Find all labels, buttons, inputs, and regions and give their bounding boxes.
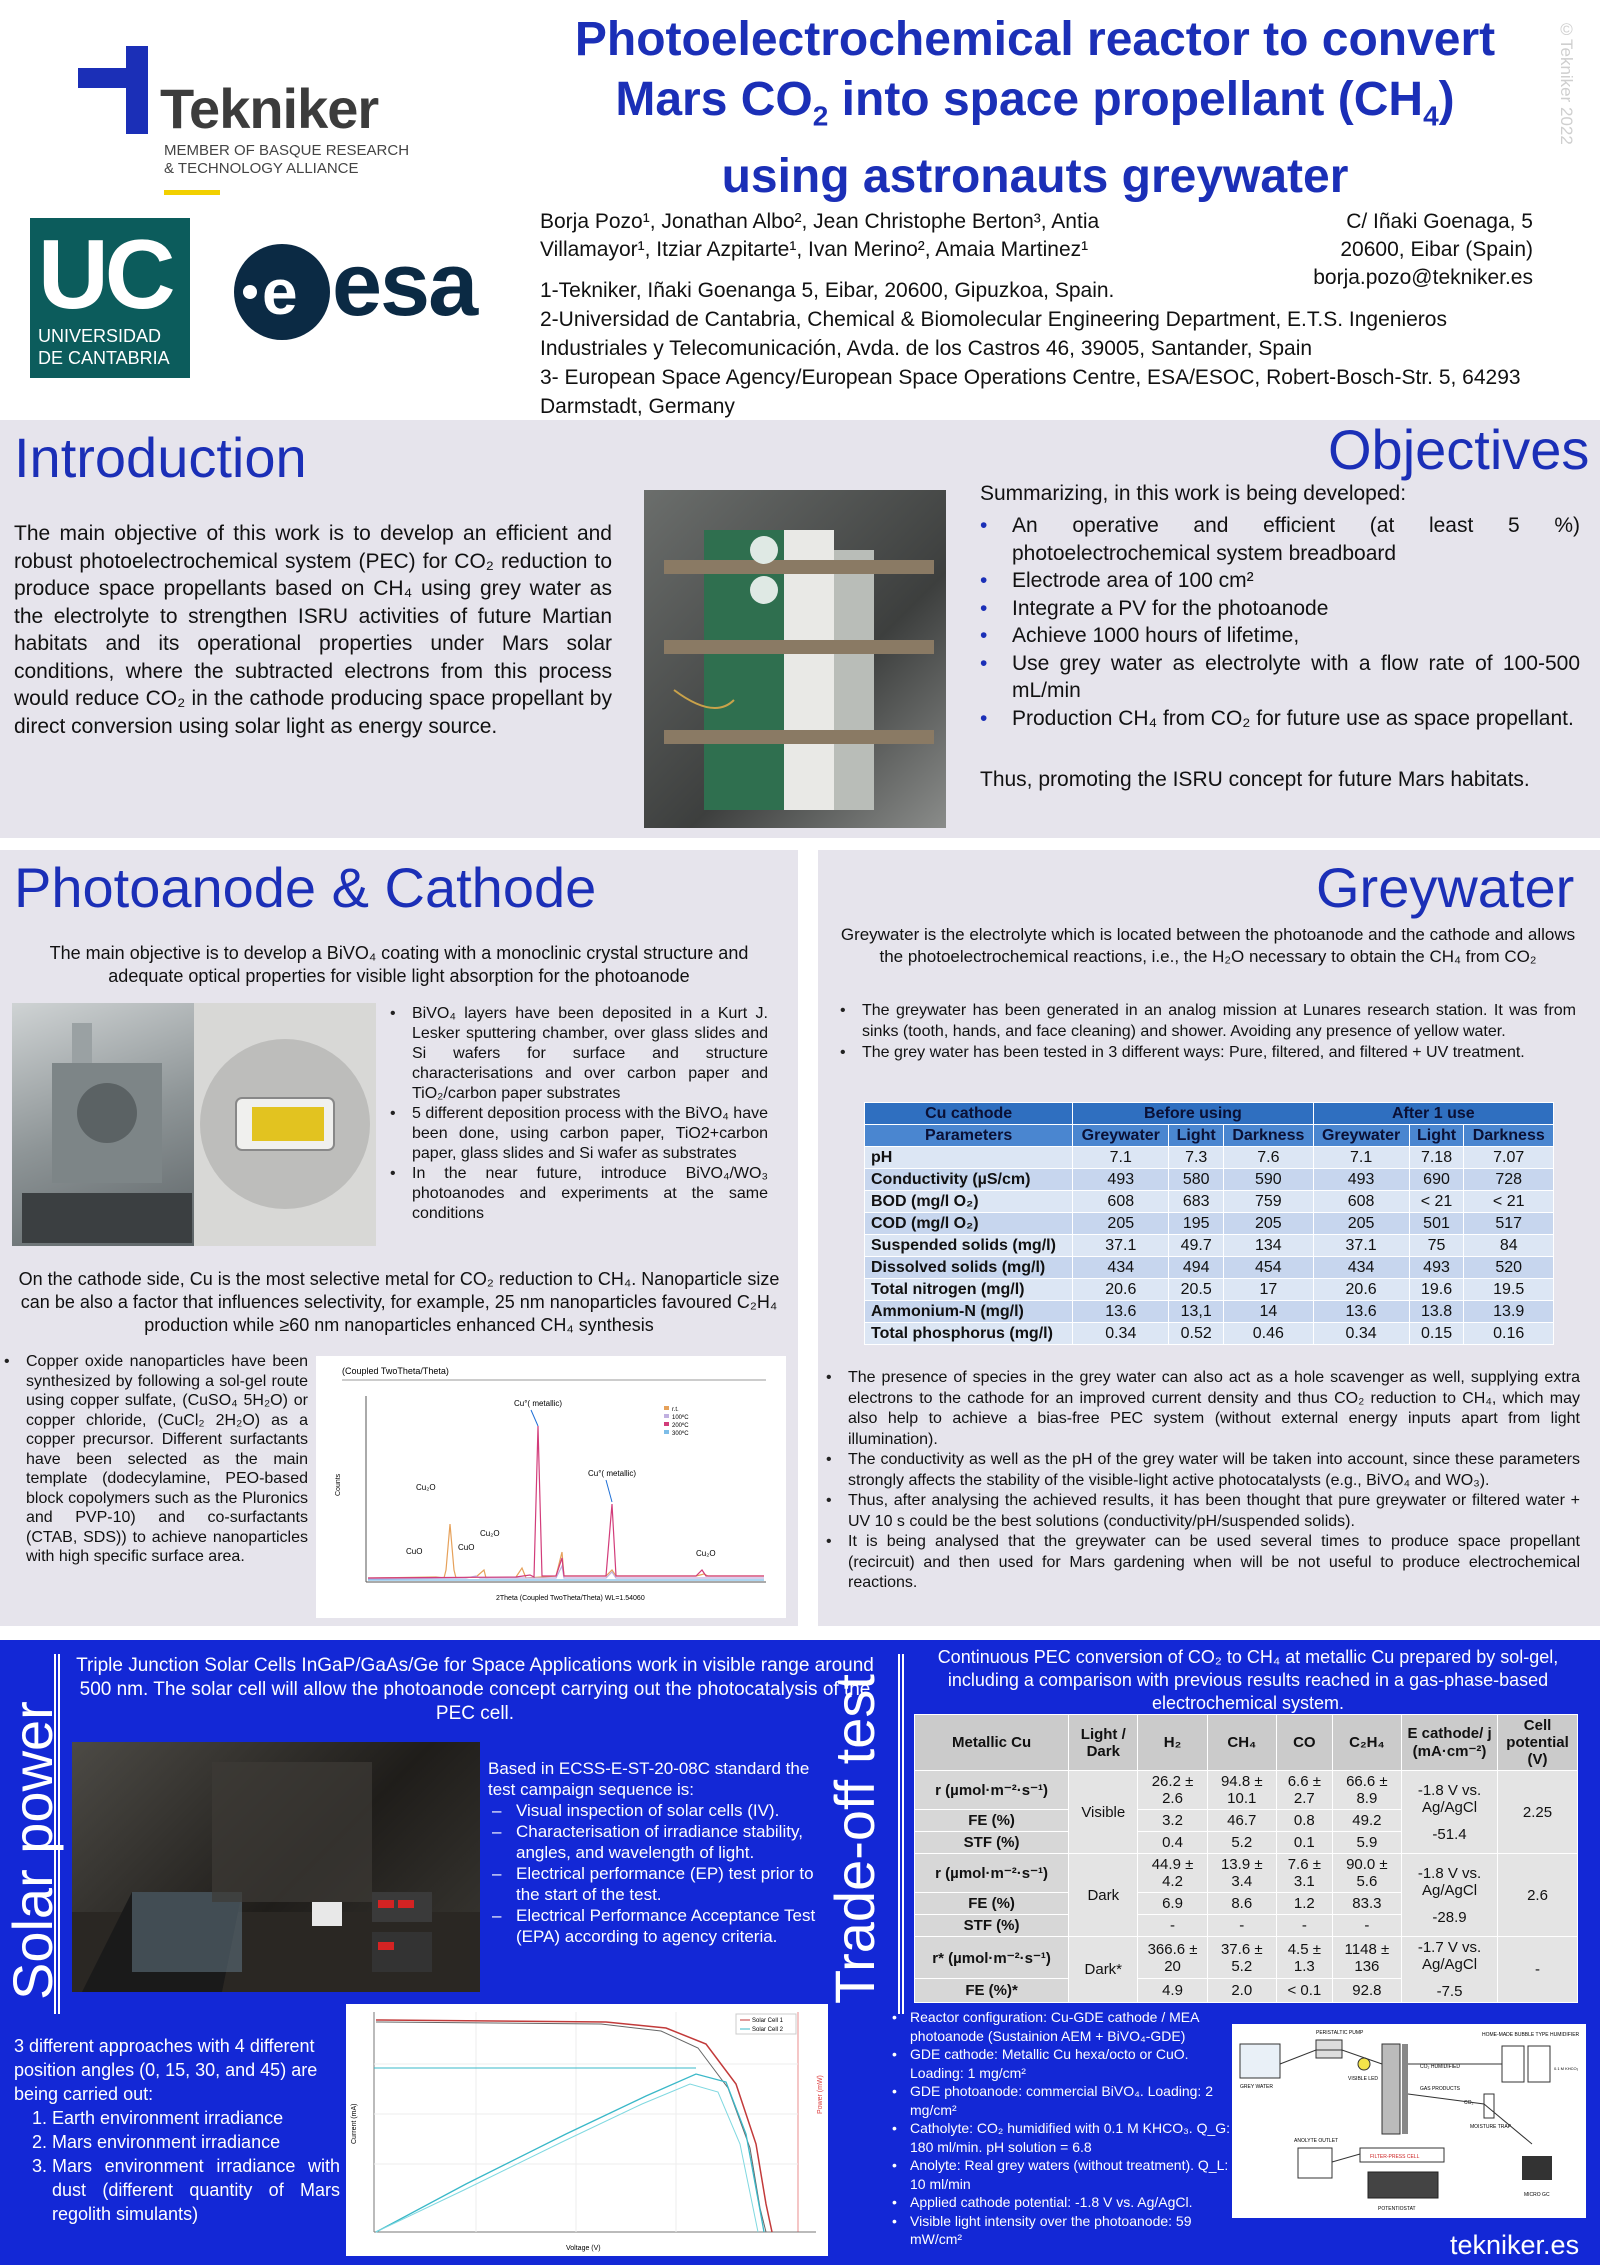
photoanode-bullet: • In the near future, introduce BiVO₄/WO₃ photoanodes and experiments at the same conditions: [390, 1164, 768, 1224]
objective-item: • An operative and efficient (at least 5 %) photoelectrochemical system breadboard: [980, 512, 1580, 567]
greywater-bullet: • Thus, after analysing the achieved results, it has been thought that pure greywater or filtered water + UV 10 s could be the best solutions (conductivity/pH/suspended solids).: [826, 1491, 1580, 1532]
contact: C/ Iñaki Goenaga, 5 20600, Eibar (Spain) borja.pozo@tekniker.es: [1313, 210, 1533, 289]
sputtering-chamber-illustration: [12, 1003, 194, 1246]
affiliations: 1-Tekniker, Iñaki Goenanga 5, Eibar, 20600, Gipuzkoa, Spain. 2-Universidad de Cantabria, Chemical & Biomolecular Engineering Department, E.T.S. Ingenieros Industriales y Telecomunicación, Avda. de los Castros 46, 39005, Santander, Spain 3- European Space Agency/European Space Operations Centre, ESA/ESOC, Robert-Bosch-Str. 5, 64293 Darmstadt, Germany: [540, 279, 1521, 418]
diagram-greywater-label: GREY WATER: [1240, 2084, 1273, 2090]
tradeoff-heading: Trade-off test: [823, 1674, 886, 2004]
tekniker-accent-bar: [164, 190, 220, 195]
greywater-bullet: • The presence of species in the grey water can also act as a hole scavenger as well, supplying extra electrons to the cathode for an improved current density and thus CO₂ reduction to CH₄, which may also help to achieve a bias-free PEC system (without external energy inputs apart from light illumination).: [826, 1368, 1580, 1450]
photoanode-bullet: • BiVO₄ layers have been deposited in a Kurt J. Lesker sputtering chamber, over glass slides and Si wafers for surface and structure characterisations and over carbon paper and TiO₂/carbon paper substrates: [390, 1004, 768, 1104]
tradeoff-row: STF (%) 0.4 5.2 0.1 5.9: [915, 1832, 1578, 1854]
tradeoff-divider: [898, 1654, 904, 2014]
diagram-pot-label: POTENTIOSTAT: [1378, 2206, 1416, 2212]
iv-xlabel: Voltage (V): [566, 2245, 601, 2252]
diagram-gas-label: GAS PRODUCTS: [1420, 2086, 1461, 2092]
diagram-bubble-label: HOME-MADE BUBBLE TYPE HUMIDIFIER: [1482, 2032, 1580, 2038]
solar-standard-item: – Electrical performance (EP) test prior to the start of the test.: [488, 1863, 820, 1905]
substrate-disc-illustration: [194, 1003, 376, 1246]
authors: Borja Pozo¹, Jonathan Albo², Jean Christophe Berton³, Antia Villamayor¹, Itziar Azpitarte¹, Ivan Merino², Amaia Martinez¹: [540, 210, 1100, 261]
tradeoff-bullet: • Reactor configuration: Cu-GDE cathode / MEA photoanode (Sustainion AEM + BiVO₄-GDE): [892, 2008, 1232, 2045]
solar-standard-item: – Visual inspection of solar cells (IV).: [488, 1800, 820, 1821]
objective-item: • Integrate a PV for the photoanode: [980, 595, 1580, 623]
sputtering-photo: [12, 1003, 194, 1246]
solar-approach-item: 1. Earth environment irradiance: [52, 2106, 340, 2130]
solar-approaches: [14, 2034, 340, 2226]
tradeoff-row: r* (µmol·m⁻²·s⁻¹) Dark* 366.6 ± 20 37.6 ± 5.2 4.5 ± 1.3 1148 ± 136 -1.7 V vs. Ag/AgCl -7.5 -: [915, 1937, 1578, 1979]
diagram-led-label: VISIBLE LED: [1348, 2076, 1379, 2082]
xrd-title: (Coupled TwoTheta/Theta): [342, 1366, 449, 1376]
diagram-pump-label: PERISTALTIC PUMP: [1316, 2030, 1364, 2036]
greywater-bullets-bottom: [826, 1368, 1580, 1594]
title-line-2: Mars $CO_2$ into space propellant $(CH_4)$: [615, 73, 1455, 132]
reactor-photo: [644, 490, 946, 828]
gw-row: Total nitrogen (mg/l) 20.6 20.5 17 20.6 19.6 19.5: [865, 1279, 1554, 1301]
iv-y2label: Power (mW): [817, 2075, 824, 2114]
diagram-co2-label: CO₂: [1464, 2100, 1474, 2106]
copper-bullet: • Copper oxide nanoparticles have been synthesized by following a sol-gel route using copper sulfate, (CuSO₄ 5H₂O) or copper chloride, (CuCl₂ 2H₂O) as a copper precursor. Different surfactants have been selected as the main template (dodecylamine, PEO-based block copolymers such as the Pluronics and PVP-10) and co-surfactants (CTAB, SDS)) to achieve nanoparticles with high specific surface area.: [4, 1352, 308, 1567]
solar-approach-item: 2. Mars environment irradiance: [52, 2130, 340, 2154]
diagram-moisture-label: MOISTURE TRAP: [1470, 2124, 1512, 2130]
poster-title: [520, 10, 1550, 207]
greywater-table: Cu cathode Before using After 1 use Parameters Greywater Light Darkness Greywater Light Darkness pH 7.1 7.3 7.6 7.1 7.18 7.07 Conductivity (µS/cm) 493 580 590 493 690 728 BOD (mg/l O₂) 608 683 759 608 < 21 < 21 COD (mg/l O₂) 205 195 205 205 501 517 Suspended solids (mg/l) 37.1 49.7 134 37.1 75 84 Dissolved solids (mg/l) 434 494 454 434 493 520 Total nitrogen (mg/l) 20.6 20.5 17 20.6 19.6 19.5 Ammonium-N (mg/l) 13.6 13,1 14 13.6 13.8 13.9 Total phosphorus (mg/l) 0.34 0.52 0.46 0.34 0.15 0.16: [864, 1102, 1554, 1345]
tradeoff-table: Metallic Cu Light / Dark H₂ CH₄ CO C₂H₄ E cathode/ j (mA·cm⁻²) Cell potential (V) r (µmol·m⁻²·s⁻¹) Visible 26.2 ± 2.6 94.8 ± 10.1 6.6 ± 2.7 66.6 ± 8.9 -1.8 V vs. Ag/AgCl -51.4 2.25 FE (%) 3.2 46.7 0.8 49.2 STF (%) 0.4 5.2 0.1 5.9 r (µmol·m⁻²·s⁻¹) Dark 44.9 ± 4.2 13.9 ± 3.4 7.6 ± 3.1 90.0 ± 5.6 -1.8 V vs. Ag/AgCl -28.9 2.6 FE (%) 6.9 8.6 1.2 83.3 STF (%) - - - - r* (µmol·m⁻²·s⁻¹) Dark* 366.6 ± 20 37.6 ± 5.2 4.5 ± 1.3 1148 ± 136 -1.7 V vs. Ag/AgCl -7.5 - FE (%)* 4.9 2.0 < 0.1 92.8: [914, 1714, 1578, 2003]
tradeoff-bullet: • GDE photoanode: commercial BiVO₄. Loading: 2 mg/cm²: [892, 2082, 1232, 2119]
uc-logo: [30, 218, 190, 378]
gw-row: Total phosphorus (mg/l) 0.34 0.52 0.46 0.34 0.15 0.16: [865, 1323, 1554, 1345]
copper-bullets: [4, 1352, 308, 1567]
diagram-khco3-label: 0.1 M KHCO₃: [1554, 2066, 1579, 2071]
setup-diagram: [1232, 2024, 1586, 2218]
solar-standard-item: – Characterisation of irradiance stability, angles, and wavelength of light.: [488, 1821, 820, 1863]
solar-standard-list: [488, 1800, 820, 1947]
greywater-bullets-top: [840, 1000, 1576, 1063]
objective-item: • Achieve 1000 hours of lifetime,: [980, 622, 1580, 650]
greywater-lead: Greywater is the electrolyte which is located between the photoanode and the cathode and allows the photoelectrochemical reactions, i.e., the H₂O necessary to obtain the CH₄ from CO₂: [840, 925, 1576, 966]
diagram-filter-label: FILTER-PRESS CELL: [1370, 2154, 1420, 2160]
solar-approach-lead: 3 different approaches with 4 different position angles (0, 15, 30, and 45) are being carried out:: [14, 2036, 318, 2104]
gw-row: BOD (mg/l O₂) 608 683 759 608 < 21 < 21: [865, 1191, 1554, 1213]
photoanode-bullet: • 5 different deposition process with the BiVO₄ have been done, using carbon paper, TiO2+carbon paper, glass slides and Si wafer as substrates: [390, 1104, 768, 1164]
title-line-1: Photoelectrochemical reactor to convert: [574, 13, 1496, 66]
iv-power-2: [376, 2084, 758, 2232]
svg-text:Solar Cell 2: Solar Cell 2: [752, 2027, 784, 2033]
iv-curve-chart: [346, 2004, 828, 2256]
tradeoff-row: FE (%) 6.9 8.6 1.2 83.3: [915, 1893, 1578, 1915]
gw-row: pH 7.1 7.3 7.6 7.1 7.18 7.07: [865, 1147, 1554, 1169]
iv-power-1: [376, 2074, 764, 2232]
gw-row: Dissolved solids (mg/l) 434 494 454 434 493 520: [865, 1257, 1554, 1279]
greywater-heading: Greywater: [1316, 856, 1575, 919]
greywater-bullet: • The conductivity as well as the pH of the grey water will be taken into account, since these parameters strongly affects the stability of the visible-light active photocatalysts (e.g., BiVO₄ and WO₃).: [826, 1450, 1580, 1491]
xrd-label-cu2o-1: Cu₂O: [416, 1483, 436, 1492]
uc-name-1: UNIVERSIDAD: [38, 326, 162, 346]
tekniker-wordmark: Tekniker: [160, 77, 379, 140]
xrd-xlabel: 2Theta (Coupled TwoTheta/Theta) WL=1.54060: [496, 1595, 645, 1602]
xrd-ylabel: Counts: [335, 1473, 342, 1496]
esa-globe-icon: [232, 242, 332, 342]
svg-text:Solar Cell 1: Solar Cell 1: [752, 2018, 784, 2024]
xrd-label-cu-metallic-1: Cu°( metallic): [514, 1399, 563, 1408]
intro-text: The main objective of this work is to develop an efficient and robust photoelectrochemical system (PEC) for CO₂ reduction to produce space propellants based on CH₄ using grey water as the electrolyte to strengthen ISRU activities of future Martian habitats and its operational properties under Mars solar conditions, where the subtracted electrons from this process would reduce CO₂ in the cathode producing space propellant by direct conversion using solar light as energy source.: [14, 522, 612, 738]
tradeoff-bullet: • Anolyte: Real grey waters (without treatment). Q_L: 10 ml/min: [892, 2156, 1232, 2193]
photoanode-lead: The main objective is to develop a BiVO₄ coating with a monoclinic crystal structure and adequate optical properties for visible light absorption for the photoanode: [49, 943, 749, 986]
xrd-legend: [664, 1406, 689, 1437]
diagram-gc-label: MICRO GC: [1524, 2192, 1550, 2198]
objective-item: • Electrode area of 100 cm²: [980, 567, 1580, 595]
gw-row: Conductivity (µS/cm) 493 580 590 493 690 728: [865, 1169, 1554, 1191]
esa-logo: [232, 235, 502, 350]
solar-lab-illustration: [72, 1742, 480, 1992]
iv-legend: [736, 2014, 796, 2034]
solar-approach-item: 3. Mars environment irradiance with dust (different quantity of Mars regolith simulants): [52, 2154, 340, 2226]
uc-name-2: DE CANTABRIA: [38, 348, 170, 368]
solar-approach-list: [14, 2106, 340, 2226]
tradeoff-bullets: [892, 2008, 1232, 2249]
intro-heading: Introduction: [14, 426, 307, 489]
esa-wordmark: esa: [332, 235, 477, 335]
solar-standard-item: – Electrical Performance Acceptance Test (EPA) according to agency criteria.: [488, 1905, 820, 1947]
photoanode-bullets: [390, 1004, 768, 1224]
tradeoff-row: FE (%)* 4.9 2.0 < 0.1 92.8: [915, 1979, 1578, 2003]
gw-head-params: Parameters: [865, 1125, 1073, 1147]
greywater-bullet: • The grey water has been tested in 3 different ways: Pure, filtered, and filtered + UV treatment.: [840, 1042, 1576, 1063]
solar-standard: [488, 1758, 820, 1947]
xrd-label-cu2o-3: Cu₂O: [696, 1549, 716, 1558]
greywater-bullet: • The greywater has been generated in an analog mission at Lunares research station. It was from sinks (tooth, hands, and face cleaning) and shower. Avoiding any presence of yellow water.: [840, 1000, 1576, 1042]
xrd-chart: [316, 1356, 786, 1618]
photoanode-heading: Photoanode & Cathode: [14, 856, 597, 919]
cathode-text: On the cathode side, Cu is the most selective metal for CO₂ reduction to CH₄. Nanoparticle size can be also a factor that influences selectivity, for example, 25 nm nanoparticles favoured C₂H₄ production while ≥60 nm nanoparticles enhanced CH₄ synthesis: [18, 1269, 780, 1335]
tradeoff-bullet: • Visible light intensity over the photoanode: 59 mW/cm²: [892, 2212, 1232, 2249]
footer-url[interactable]: tekniker.es: [1450, 2230, 1580, 2260]
solar-heading: Solar power: [1, 1701, 64, 2000]
objectives-heading: Objectives: [1328, 418, 1590, 481]
gw-head-before: Before using: [1073, 1103, 1313, 1125]
gw-body: [865, 1147, 1554, 1345]
objective-item: • Production CH₄ from CO₂ for future use as space propellant.: [980, 705, 1580, 733]
tekniker-mark-icon: [78, 46, 168, 136]
svg-text:300ºC: 300ºC: [672, 1431, 689, 1437]
tradeoff-row: r (µmol·m⁻²·s⁻¹) Dark 44.9 ± 4.2 13.9 ± 3.4 7.6 ± 3.1 90.0 ± 5.6 -1.8 V vs. Ag/AgCl -28.9 2.6: [915, 1854, 1578, 1893]
svg-text:e: e: [262, 256, 298, 328]
diagram-humid-label: CO₂ HUMIDIFIED: [1420, 2064, 1460, 2070]
substrate-photo: [194, 1003, 376, 1246]
xrd-label-cuo-1: CuO: [406, 1547, 423, 1556]
tradeoff-bullet: • GDE cathode: Metallic Cu hexa/octo or CuO. Loading: 1 mg/cm²: [892, 2045, 1232, 2082]
gw-row: Suspended solids (mg/l) 37.1 49.7 134 37.1 75 84: [865, 1235, 1554, 1257]
solar-standard-lead: Based in ECSS-E-ST-20-08C standard the test campaign sequence is:: [488, 1759, 810, 1799]
gw-head-after: After 1 use: [1313, 1103, 1553, 1125]
objectives-closing: Thus, promoting the ISRU concept for future Mars habitats.: [980, 768, 1530, 791]
objectives-lead: Summarizing, in this work is being developed:: [980, 482, 1407, 505]
solar-lead: Triple Junction Solar Cells InGaP/GaAs/Ge for Space Applications work in visible range around 500 nm. The solar cell will allow the photoanode concept carrying out the photocatalysis of the PEC cell.: [76, 1655, 874, 1724]
tekniker-tagline-1: MEMBER OF BASQUE RESEARCH: [164, 142, 410, 159]
tradeoff-lead: Continuous PEC conversion of CO₂ to CH₄ at metallic Cu prepared by sol-gel, including a comparison with previous results reached in a gas-phase-based electrochemical system.: [937, 1647, 1559, 1713]
gw-row: Ammonium-N (mg/l) 13.6 13,1 14 13.6 13.8 13.9: [865, 1301, 1554, 1323]
svg-text:100ºC: 100ºC: [672, 1415, 689, 1421]
iv-ylabel: Current (mA): [351, 2103, 358, 2144]
reactor-photo-illustration: [644, 490, 946, 828]
gw-row: COD (mg/l O₂) 205 195 205 205 501 517: [865, 1213, 1554, 1235]
solar-lab-photo: [72, 1742, 480, 1992]
tr-body: [915, 1771, 1578, 2003]
tradeoff-row: FE (%) 3.2 46.7 0.8 49.2: [915, 1810, 1578, 1832]
greywater-bullet: • It is being analysed that the greywater can be used several times to produce space propellant (recircuit) and then used for Mars gardening when will be not useful to produce electrochemical reactions.: [826, 1532, 1580, 1594]
objectives-list: [980, 512, 1580, 732]
tradeoff-bullet: • Applied cathode potential: -1.8 V vs. Ag/AgCl.: [892, 2193, 1232, 2212]
objective-item: • Use grey water as electrolyte with a flow rate of 100-500 mL/min: [980, 650, 1580, 705]
watermark: ©Tekniker 2022: [1557, 20, 1576, 145]
uc-mark: UC: [38, 219, 172, 329]
title-line-3: using astronauts greywater: [721, 149, 1349, 203]
gw-head-cathode: Cu cathode: [865, 1103, 1073, 1125]
tekniker-tagline-2: & TECHNOLOGY ALLIANCE: [164, 160, 359, 177]
tradeoff-bullet: • Catholyte: CO₂ humidified with 0.1 M KHCO₃. Q_G: 180 ml/min. pH solution = 6.8: [892, 2119, 1232, 2156]
xrd-label-cu2o-2: Cu₂O: [480, 1529, 500, 1538]
svg-text:200ºC: 200ºC: [672, 1423, 689, 1429]
diagram-anolyte-label: ANOLYTE OUTLET: [1294, 2138, 1339, 2144]
xrd-label-cuo-2: CuO: [458, 1543, 475, 1552]
tradeoff-row: r (µmol·m⁻²·s⁻¹) Visible 26.2 ± 2.6 94.8 ± 10.1 6.6 ± 2.7 66.6 ± 8.9 -1.8 V vs. Ag/AgCl -51.4 2.25: [915, 1771, 1578, 1810]
svg-text:r.t.: r.t.: [672, 1407, 679, 1413]
tekniker-logo: [78, 46, 438, 196]
xrd-label-cu-metallic-2: Cu°( metallic): [588, 1469, 637, 1478]
tradeoff-row: STF (%) - - - -: [915, 1915, 1578, 1937]
